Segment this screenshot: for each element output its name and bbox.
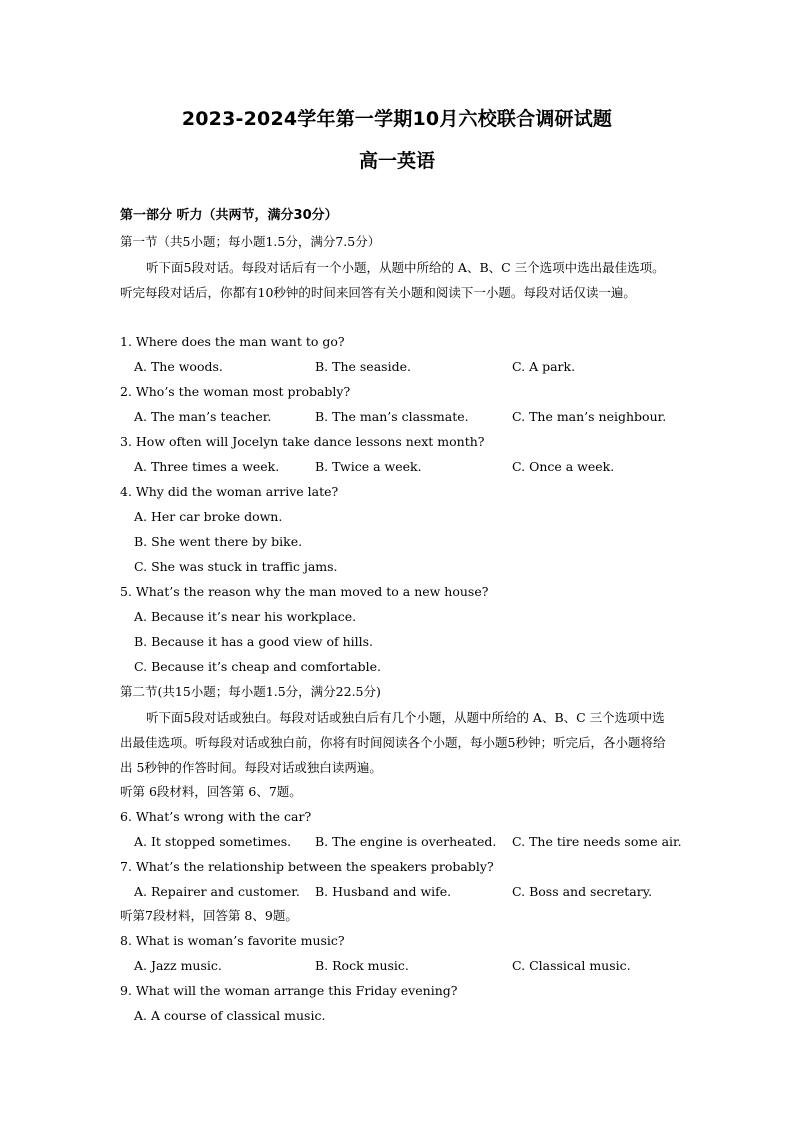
q5-option-a: A. Because it’s near his workplace. [134, 609, 357, 624]
q2-option-b: B. The man’s classmate. [315, 409, 469, 424]
q3-option-a: A. Three times a week. [134, 459, 280, 474]
section2-instructions: 听下面5段对话或独白。每段对话或独白后有几个小题，从题中所给的 A、B、C 三个选项中选出最佳选项。听每段对话或独白前，你将有时间阅读各个小题，每小题5秒钟；听完后，各小题将给出 5秒钟的作答时间。每段对话或独白读两遍。 [120, 710, 666, 775]
question-2: 2. Who’s the woman most probably? [120, 384, 351, 399]
q2-option-c: C. The man’s neighbour. [512, 409, 667, 424]
q3-option-c: C. Once a week. [512, 459, 615, 474]
material-7-note: 听第7段材料，回答第 8、9题。 [120, 908, 298, 923]
q8-option-c: C. Classical music. [512, 958, 631, 973]
question-5: 5. What’s the reason why the man moved to a new house? [120, 584, 489, 599]
q6-option-a: A. It stopped sometimes. [134, 834, 292, 849]
q1-option-a: A. The woods. [134, 359, 223, 374]
q1-option-c: C. A park. [512, 359, 576, 374]
q6-option-b: B. The engine is overheated. [315, 834, 497, 849]
question-4: 4. Why did the woman arrive late? [120, 484, 339, 499]
q3-option-b: B. Twice a week. [315, 459, 422, 474]
q7-option-a: A. Repairer and customer. [134, 884, 300, 899]
exam-title: 2023-2024学年第一学期10月六校联合调研试题 [181, 108, 613, 130]
section2-heading: 第二节(共15小题；每小题1.5分，满分22.5分) [120, 684, 381, 699]
q9-option-a: A. A course of classical music. [134, 1008, 326, 1023]
q5-option-b: B. Because it has a good view of hills. [134, 634, 374, 649]
question-3: 3. How often will Jocelyn take dance lessons next month? [120, 434, 485, 449]
q8-option-a: A. Jazz music. [134, 958, 222, 973]
q5-option-c: C. Because it’s cheap and comfortable. [134, 659, 382, 674]
q6-option-c: C. The tire needs some air. [512, 834, 682, 849]
q4-option-a: A. Her car broke down. [134, 509, 283, 524]
question-9: 9. What will the woman arrange this Friday evening? [120, 983, 458, 998]
section1-instructions: 听下面5段对话。每段对话后有一个小题，从题中所给的 A、B、C 三个选项中选出最佳选项。听完每段对话后，你都有10秒钟的时间来回答有关小题和阅读下一小题。每段对话仅读一遍。 [120, 260, 665, 300]
q4-option-c: C. She was stuck in traffic jams. [134, 559, 338, 574]
part1-heading: 第一部分 听力（共两节，满分30分） [120, 208, 338, 223]
question-6: 6. What’s wrong with the car? [120, 809, 312, 824]
exam-subject: 高一英语 [358, 150, 435, 172]
material-6-note: 听第 6段材料，回答第 6、7题。 [120, 784, 302, 799]
q8-option-b: B. Rock music. [315, 958, 409, 973]
q1-option-b: B. The seaside. [315, 359, 411, 374]
question-8: 8. What is woman’s favorite music? [120, 933, 345, 948]
q2-option-a: A. The man’s teacher. [134, 409, 272, 424]
question-1: 1. Where does the man want to go? [120, 334, 345, 349]
q7-option-b: B. Husband and wife. [315, 884, 452, 899]
q4-option-b: B. She went there by bike. [134, 534, 303, 549]
question-7: 7. What’s the relationship between the speakers probably? [120, 859, 494, 874]
q7-option-c: C. Boss and secretary. [512, 884, 653, 899]
section1-heading: 第一节（共5小题；每小题1.5分，满分7.5分） [120, 234, 381, 249]
